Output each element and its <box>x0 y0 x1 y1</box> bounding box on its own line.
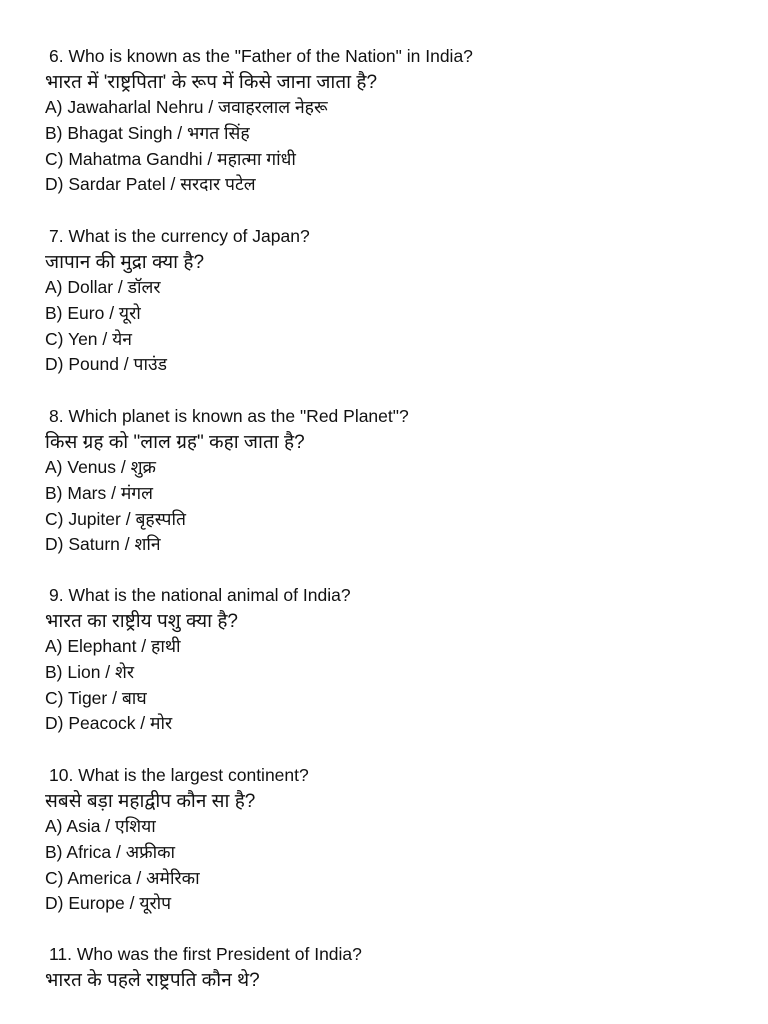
question-9 <box>45 583 745 737</box>
question-7 <box>45 224 745 378</box>
question-text-english: 11. Who was the first President of India? <box>49 944 362 964</box>
option-b: B) Euro / यूरो <box>45 303 141 324</box>
option-d: D) Peacock / मोर <box>45 713 173 734</box>
question-6 <box>45 44 745 198</box>
question-10 <box>45 763 745 917</box>
option-c: C) Jupiter / बृहस्पति <box>45 508 186 529</box>
option-a: A) Asia / एशिया <box>45 816 156 837</box>
option-c: C) America / अमेरिका <box>45 867 200 888</box>
question-text-english: 9. What is the national animal of India? <box>49 585 351 605</box>
question-text-english: 8. Which planet is known as the "Red Planet"? <box>49 406 409 426</box>
option-a: A) Elephant / हाथी <box>45 636 181 657</box>
option-b: B) Africa / अफ्रीका <box>45 842 176 863</box>
question-text-hindi: भारत का राष्ट्रीय पशु क्या है? <box>45 610 238 632</box>
question-text-hindi: सबसे बड़ा महाद्वीप कौन सा है? <box>45 790 256 812</box>
question-text-hindi: किस ग्रह को "लाल ग्रह" कहा जाता है? <box>45 431 305 453</box>
option-d: D) Europe / यूरोप <box>45 893 172 914</box>
option-a: A) Jawaharlal Nehru / जवाहरलाल नेहरू <box>45 97 328 118</box>
option-b: B) Mars / मंगल <box>45 483 154 504</box>
question-8 <box>45 404 745 558</box>
question-text-english: 10. What is the largest continent? <box>49 765 309 785</box>
option-a: A) Dollar / डॉलर <box>45 277 161 298</box>
question-text-english: 7. What is the currency of Japan? <box>49 226 310 246</box>
option-d: D) Sardar Patel / सरदार पटेल <box>45 174 256 195</box>
option-c: C) Mahatma Gandhi / महात्मा गांधी <box>45 148 296 169</box>
option-a: A) Venus / शुक्र <box>45 457 156 478</box>
option-b: B) Bhagat Singh / भगत सिंह <box>45 123 250 144</box>
question-text-hindi: भारत में 'राष्ट्रपिता' के रूप में किसे जाना जाता है? <box>45 71 378 93</box>
question-11 <box>45 942 745 993</box>
option-c: C) Yen / येन <box>45 328 132 349</box>
option-b: B) Lion / शेर <box>45 662 135 683</box>
question-text-hindi: जापान की मुद्रा क्या है? <box>45 251 205 273</box>
option-c: C) Tiger / बाघ <box>45 687 147 708</box>
question-text-english: 6. Who is known as the "Father of the Nation" in India? <box>49 46 473 66</box>
option-d: D) Pound / पाउंड <box>45 354 167 375</box>
question-text-hindi: भारत के पहले राष्ट्रपति कौन थे? <box>45 969 260 991</box>
option-d: D) Saturn / शनि <box>45 534 161 555</box>
